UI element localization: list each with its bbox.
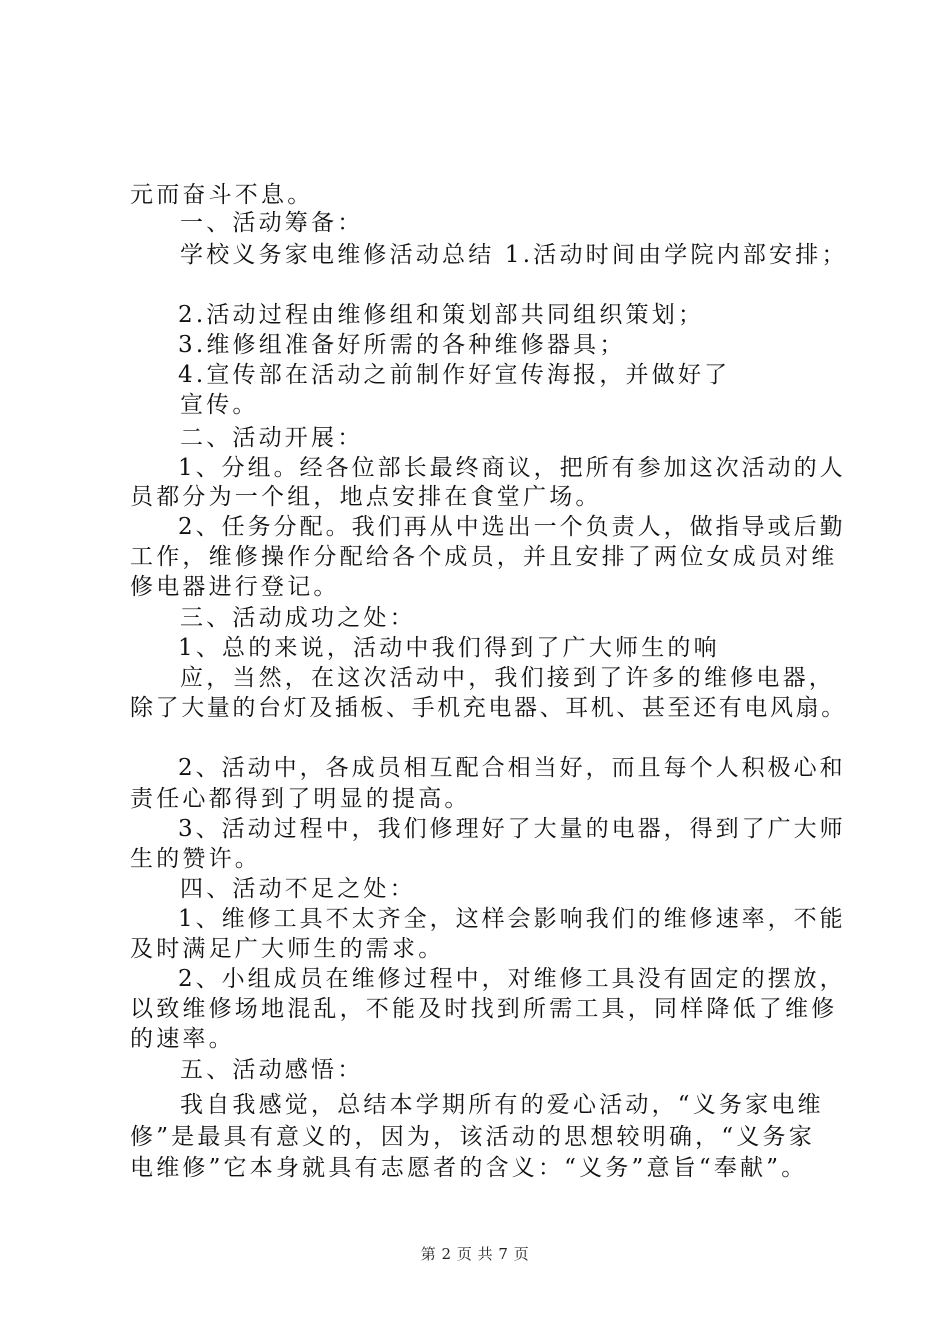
section-heading: 四、活动不足之处： <box>180 876 416 902</box>
page-number-footer: 第 2 页 共 7 页 <box>420 1245 530 1263</box>
text-line: 1、分组。经各位部长最终商议，把所有参加这次活动的人 <box>178 455 846 481</box>
text-line: 2.活动过程由维修组和策划部共同组织策划； <box>178 302 705 328</box>
text-line: 宣传。 <box>180 392 259 418</box>
section-heading: 二、活动开展： <box>180 425 364 451</box>
text-line: 修”是最具有意义的，因为，该活动的思想较明确，“义务家 <box>130 1124 815 1150</box>
section-heading: 三、活动成功之处： <box>180 605 416 631</box>
text-line: 员都分为一个组，地点安排在食堂广场。 <box>130 484 602 510</box>
text-line: 学校义务家电维修活动总结 1.活动时间由学院内部安排； <box>180 242 848 268</box>
text-line: 1、维修工具不太齐全，这样会影响我们的维修速率，不能 <box>178 906 846 932</box>
text-line: 3.维修组准备好所需的各种维修器具； <box>178 332 626 358</box>
text-line: 电维修”它本身就具有志愿者的含义：“义务”意旨“奉献”。 <box>130 1155 808 1181</box>
text-line: 我自我感觉，总结本学期所有的爱心活动，“义务家电维 <box>180 1092 824 1118</box>
text-line: 修电器进行登记。 <box>130 574 340 600</box>
text-line: 及时满足广大师生的需求。 <box>130 936 445 962</box>
text-line: 4.宣传部在活动之前制作好宣传海报，并做好了 <box>178 362 731 388</box>
text-line: 责任心都得到了明显的提高。 <box>130 786 471 812</box>
text-line: 除了大量的台灯及插板、手机充电器、耳机、甚至还有电风扇。 <box>130 695 847 721</box>
text-line: 的速率。 <box>130 1026 235 1052</box>
text-line: 2、活动中，各成员相互配合相当好，而且每个人积极心和 <box>178 755 846 781</box>
text-line: 工作，维修操作分配给各个成员，并且安排了两位女成员对维 <box>130 544 838 570</box>
text-line: 元而奋斗不息。 <box>130 182 314 208</box>
text-line: 应，当然，在这次活动中，我们接到了许多的维修电器， <box>180 665 835 691</box>
text-line: 2、小组成员在维修过程中，对维修工具没有固定的摆放， <box>178 966 846 992</box>
text-line: 1、总的来说，活动中我们得到了广大师生的响 <box>178 635 720 661</box>
text-line: 2、任务分配。我们再从中选出一个负责人，做指导或后勤 <box>178 514 846 540</box>
section-heading: 一、活动筹备： <box>180 210 364 236</box>
text-line: 以致维修场地混乱，不能及时找到所需工具，同样降低了维修 <box>130 996 838 1022</box>
text-line: 生的赞许。 <box>130 846 261 872</box>
text-line: 3、活动过程中，我们修理好了大量的电器，得到了广大师 <box>178 816 846 842</box>
section-heading: 五、活动感悟： <box>180 1057 364 1083</box>
